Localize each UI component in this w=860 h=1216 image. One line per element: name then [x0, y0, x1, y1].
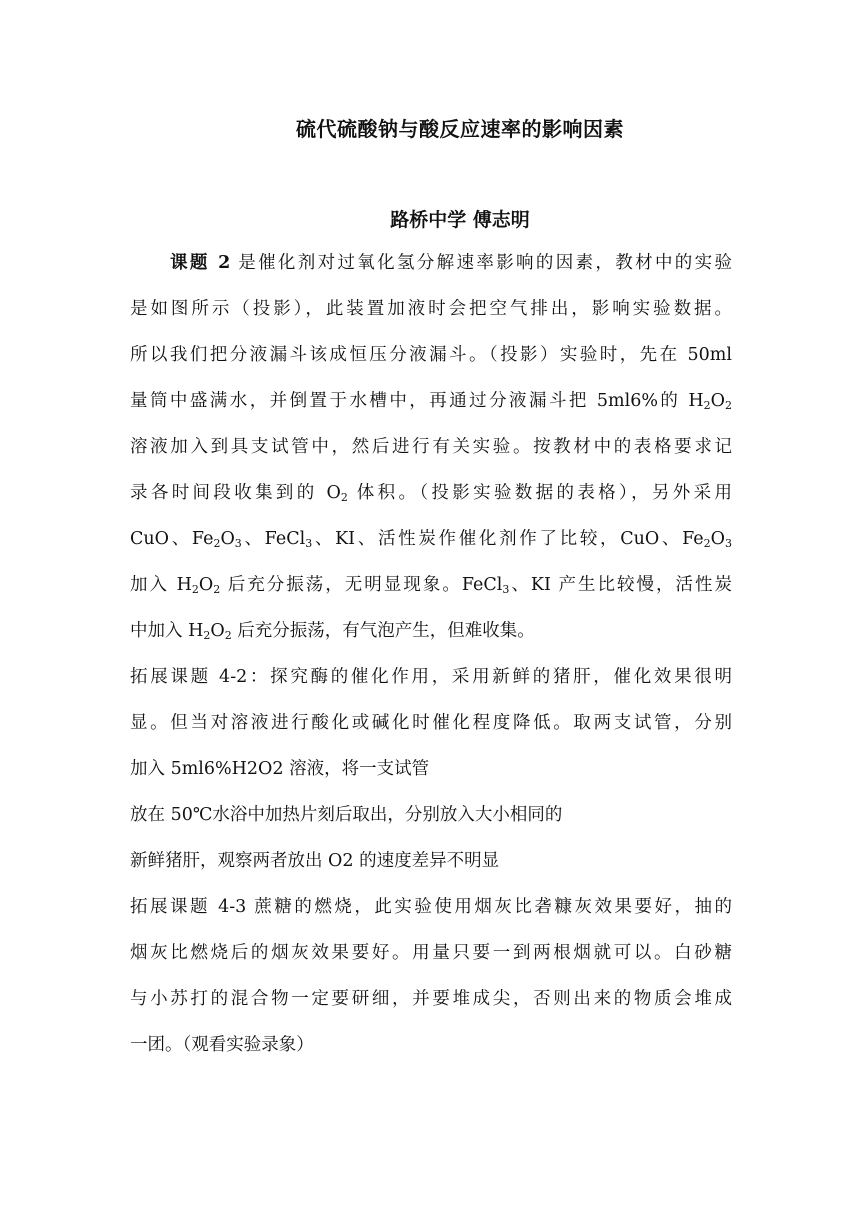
- paragraph-3-line-1: 拓展课题 4-3 蔗糖的燃烧，此实验使用烟灰比砻糠灰效果要好，抽的: [130, 897, 732, 917]
- paragraph-2-line-1: 拓展课题 4-2：探究酶的催化作用，采用新鲜的猪肝，催化效果很明: [130, 667, 732, 687]
- paragraph-1-line-9: 中加入 $H_2O_2$ 后充分振荡，有气泡产生，但难收集。: [130, 621, 535, 642]
- paragraph-1-line-1: 课题 2 是催化剂对过氧化氢分解速率影响的因素，教材中的实验: [170, 253, 732, 273]
- paragraph-1-line-8: 加入 $H_2O_2$ 后充分振荡，无明显现象。FeCl$_3$、KI 产生比较慢，活性炭: [130, 575, 732, 596]
- topic-label: 课题 2: [170, 253, 231, 273]
- paragraph-2-line-2: 显。但当对溶液进行酸化或碱化时催化程度降低。取两支试管，分别: [130, 713, 732, 733]
- paragraph-2-line-3: 加入 5ml6%H2O2 溶液，将一支试管: [130, 759, 430, 779]
- paragraph-1-line-3: 所以我们把分液漏斗该成恒压分液漏斗。（投影）实验时，先在 50ml: [130, 345, 732, 365]
- paragraph-3-line-2: 烟灰比燃烧后的烟灰效果要好。用量只要一到两根烟就可以。白砂糖: [130, 943, 732, 963]
- paragraph-1-line-6: 录各时间段收集到的 $O_2$ 体积。（投影实验数据的表格），另外采用: [130, 483, 732, 504]
- paragraph-1-line-7: CuO、$Fe_2O_3$、FeCl$_3$、KI、活性炭作催化剂作了比较，CuO、$Fe_2O_3$: [130, 529, 732, 550]
- paragraph-3-line-4: 一团。（观看实验录象）: [130, 1035, 314, 1055]
- paragraph-2-line-4: 放在 50℃水浴中加热片刻后取出，分别放入大小相同的: [130, 805, 563, 825]
- paragraph-1-line-2: 是如图所示（投影），此装置加液时会把空气排出，影响实验数据。: [130, 299, 732, 319]
- document-title: 硫代硫酸钠与酸反应速率的影响因素: [296, 117, 624, 141]
- document-body: [130, 240, 732, 1068]
- paragraph-2-line-5: 新鲜猪肝，观察两者放出 O2 的速度差异不明显: [130, 851, 500, 871]
- author-line: 路桥中学 傅志明: [390, 209, 530, 231]
- paragraph-1-line-5: 溶液加入到具支试管中，然后进行有关实验。按教材中的表格要求记: [130, 437, 732, 457]
- paragraph-3-line-3: 与小苏打的混合物一定要研细，并要堆成尖，否则出来的物质会堆成: [130, 989, 732, 1009]
- paragraph-1-line-4: 量筒中盛满水，并倒置于水槽中，再通过分液漏斗把 5ml6%的 $H_2O_2$: [130, 391, 732, 412]
